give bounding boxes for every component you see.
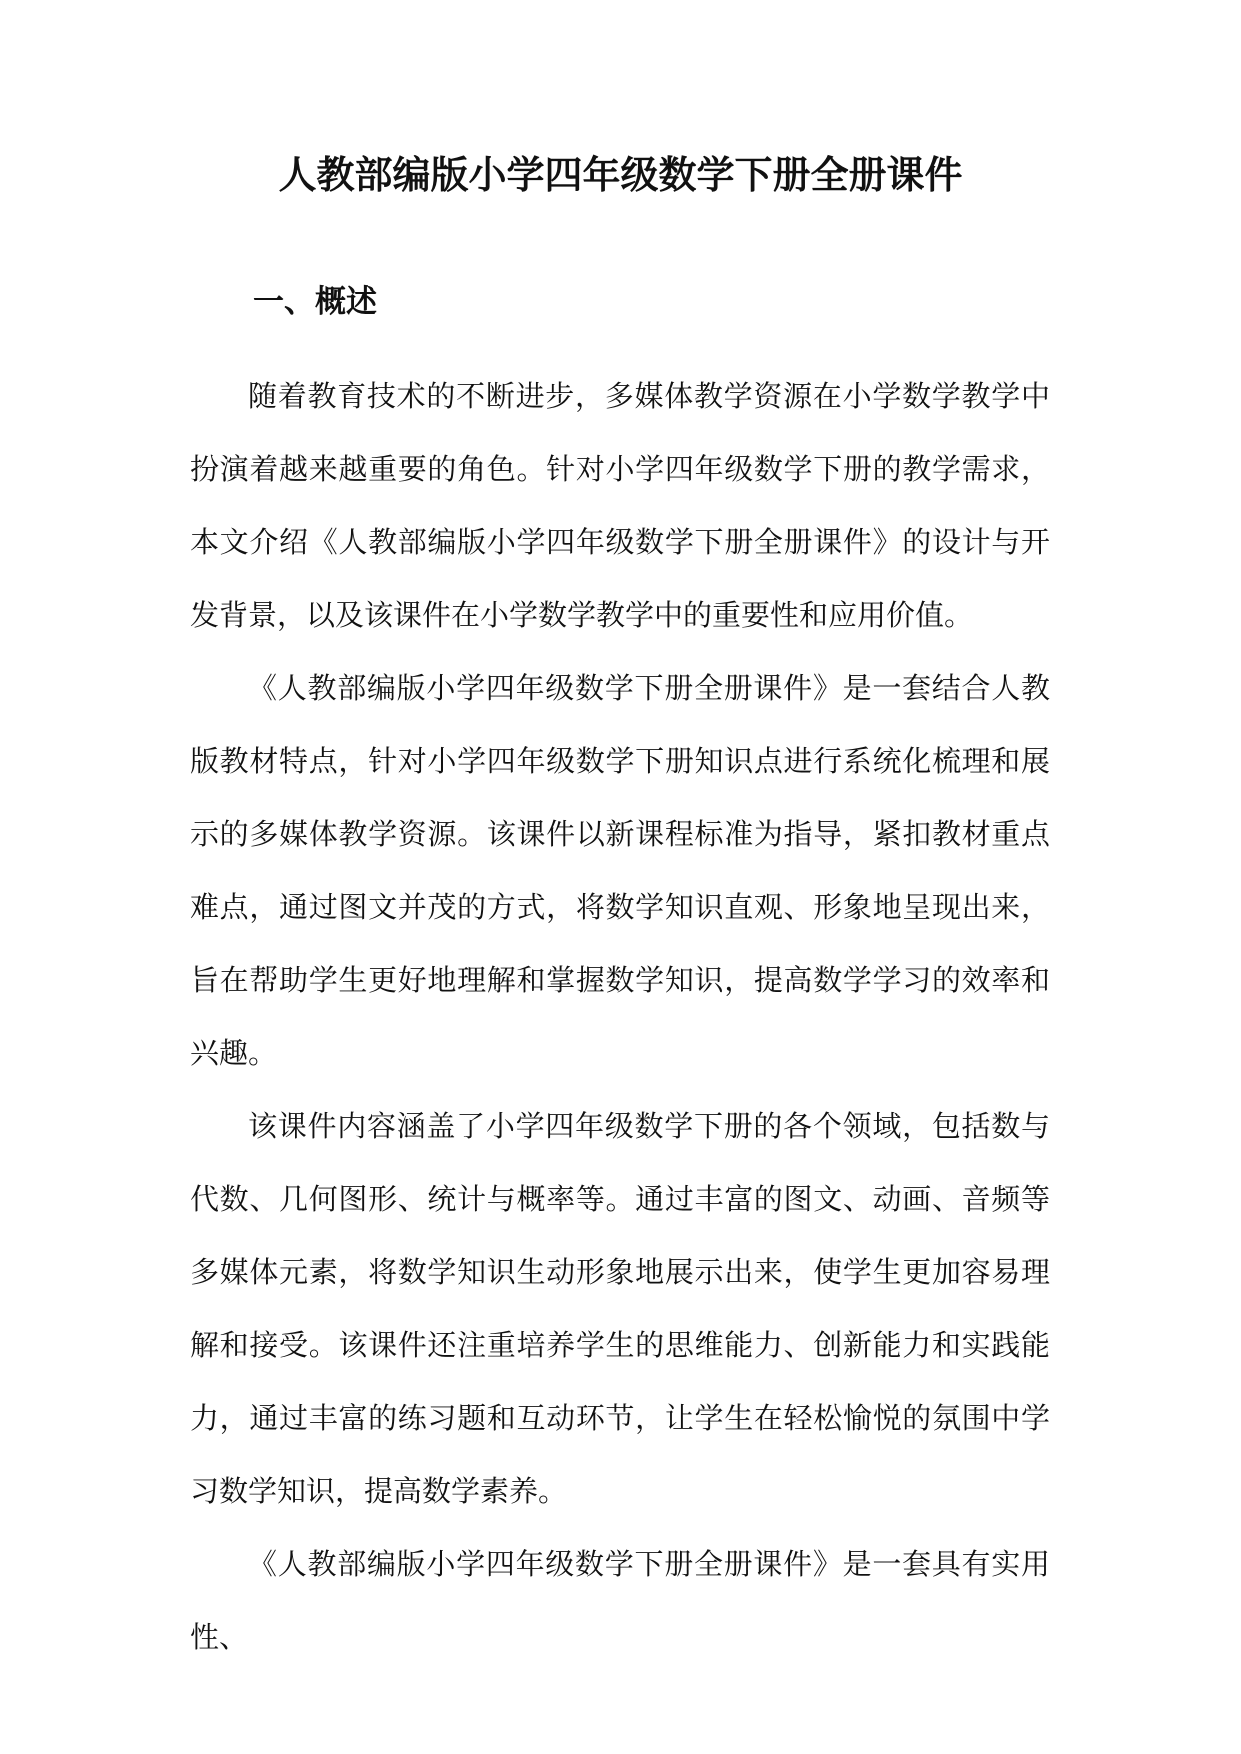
section-heading: 一、概述: [253, 284, 377, 320]
paragraph-2: 《人教部编版小学四年级数学下册全册课件》是一套结合人教版教材特点，针对小学四年级数学下册知识点进行系统化梳理和展示的多媒体教学资源。该课件以新课程标准为指导，紧扣教材重点难点，通过图文并茂的方式，将数学知识直观、形象地呈现出来，旨在帮助学生更好地理解和掌握数学知识，提高数学学习的效率和兴趣。: [190, 671, 1050, 1070]
paragraph-1: 随着教育技术的不断进步，多媒体教学资源在小学数学教学中扮演着越来越重要的角色。针对小学四年级数学下册的教学需求，本文介绍《人教部编版小学四年级数学下册全册课件》的设计与开发背景，以及该课件在小学数学教学中的重要性和应用价值。: [190, 379, 1050, 632]
body-text: [190, 360, 1050, 1674]
paragraph-4: 《人教部编版小学四年级数学下册全册课件》是一套具有实用性、: [190, 1547, 1050, 1654]
document-title: 人教部编版小学四年级数学下册全册课件: [278, 153, 963, 197]
paragraph-3: 该课件内容涵盖了小学四年级数学下册的各个领域，包括数与代数、几何图形、统计与概率等。通过丰富的图文、动画、音频等多媒体元素，将数学知识生动形象地展示出来，使学生更加容易理解和接受。该课件还注重培养学生的思维能力、创新能力和实践能力，通过丰富的练习题和互动环节，让学生在轻松愉悦的氛围中学习数学知识，提高数学素养。: [190, 1109, 1050, 1508]
